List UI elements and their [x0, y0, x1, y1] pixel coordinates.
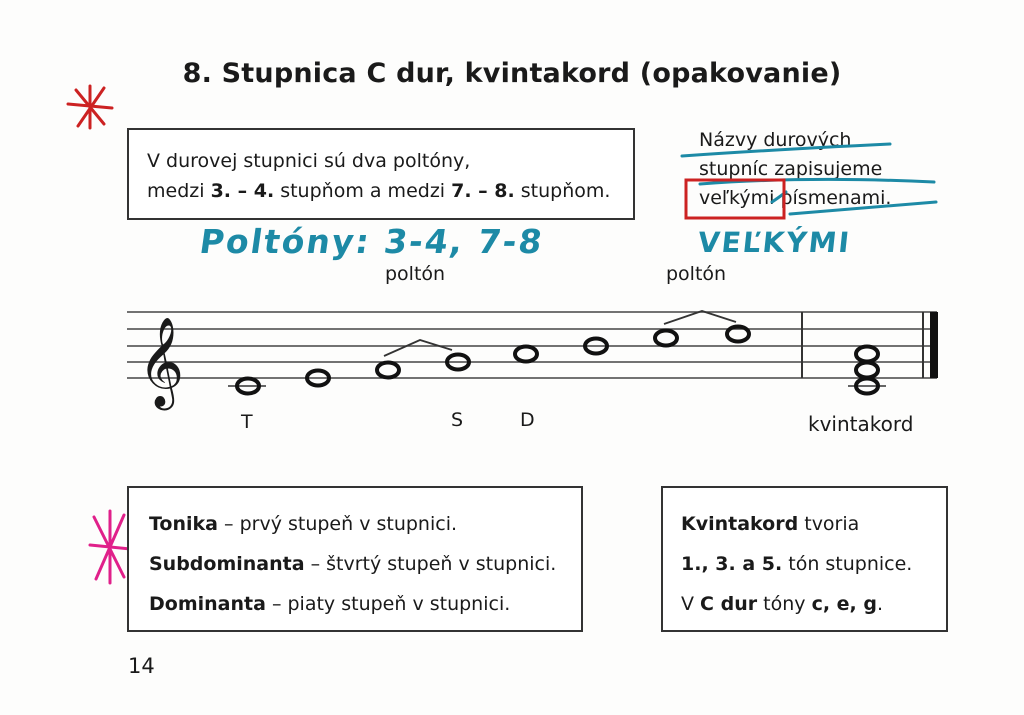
fifth-chord-line-2-rest: tón stupnice.: [782, 553, 913, 575]
side-note-highlight-word: veľkými: [699, 187, 775, 209]
subdominant-term: Subdominanta: [149, 553, 305, 575]
fifth-chord-line-3-e: .: [876, 593, 884, 615]
tonic-term: Tonika: [149, 513, 218, 535]
semitones-degrees-2: 7. – 8.: [451, 180, 515, 202]
fifth-chord-box: [661, 486, 948, 632]
fifth-chord-line-2: [681, 544, 946, 584]
semitone-bracket-2: [664, 311, 736, 324]
dominant-term: Dominanta: [149, 593, 266, 615]
note-e: [377, 363, 399, 378]
handwritten-semitones: Poltóny: 3-4, 7-8: [197, 222, 547, 261]
scale-notes: [237, 327, 749, 394]
label-tonic: T: [241, 411, 253, 433]
treble-clef-icon: 𝄞: [138, 317, 185, 407]
label-subdominant: S: [451, 409, 464, 431]
page-title: 8. Stupnica C dur, kvintakord (opakovanie): [182, 58, 842, 89]
chord-note-e: [856, 363, 878, 378]
handwritten-capitals: VEĽKÝMI: [696, 226, 853, 259]
label-dominant: D: [520, 409, 535, 431]
semitones-line-1: V durovej stupnici sú dva poltóny,: [147, 150, 471, 172]
note-b: [655, 331, 677, 346]
semitones-degrees-1: 3. – 4.: [210, 180, 275, 202]
side-note-line-3-rest: písmenami.: [774, 187, 892, 209]
function-tonic: [149, 504, 581, 544]
fifth-chord-line-3-a: V: [681, 593, 701, 615]
semitones-line-2-e: stupňom.: [514, 180, 611, 202]
side-note-line-1: Názvy durových: [699, 129, 852, 151]
semitone-label-2: poltón: [666, 263, 727, 285]
function-dominant: [149, 584, 581, 624]
fifth-chord-degrees: 1., 3. a 5.: [681, 553, 783, 575]
side-note-line-2: stupníc zapisujeme: [699, 158, 883, 180]
fifth-chord-line-1-rest: tvoria: [798, 513, 860, 535]
fifth-chord-line-1: [681, 504, 946, 544]
page-number: 14: [128, 654, 155, 678]
tonic-definition: – prvý stupeň v stupnici.: [218, 513, 458, 535]
label-fifth-chord: kvintakord: [808, 412, 914, 436]
fifth-chord-tones: c, e, g: [811, 593, 877, 615]
fifth-chord-key: C dur: [700, 593, 758, 615]
chord-note-g: [856, 347, 878, 362]
staff-lines: [127, 312, 937, 378]
subdominant-definition: – štvrtý stupeň v stupnici.: [304, 553, 557, 575]
semitone-label-1: poltón: [385, 263, 446, 285]
functions-box: [127, 486, 583, 632]
dominant-definition: – piaty stupeň v stupnici.: [265, 593, 511, 615]
fifth-chord-line-3: [681, 584, 946, 624]
chord-notes: [848, 347, 886, 394]
fifth-chord-line-3-c: tóny: [757, 593, 812, 615]
final-bar-thick: [930, 312, 938, 378]
fifth-chord-term: Kvintakord: [681, 513, 799, 535]
semitones-line-2-a: medzi: [147, 180, 211, 202]
note-g: [515, 347, 537, 362]
semitone-bracket-1: [384, 340, 452, 356]
function-subdominant: [149, 544, 581, 584]
semitones-line-2-c: stupňom a medzi: [274, 180, 452, 202]
